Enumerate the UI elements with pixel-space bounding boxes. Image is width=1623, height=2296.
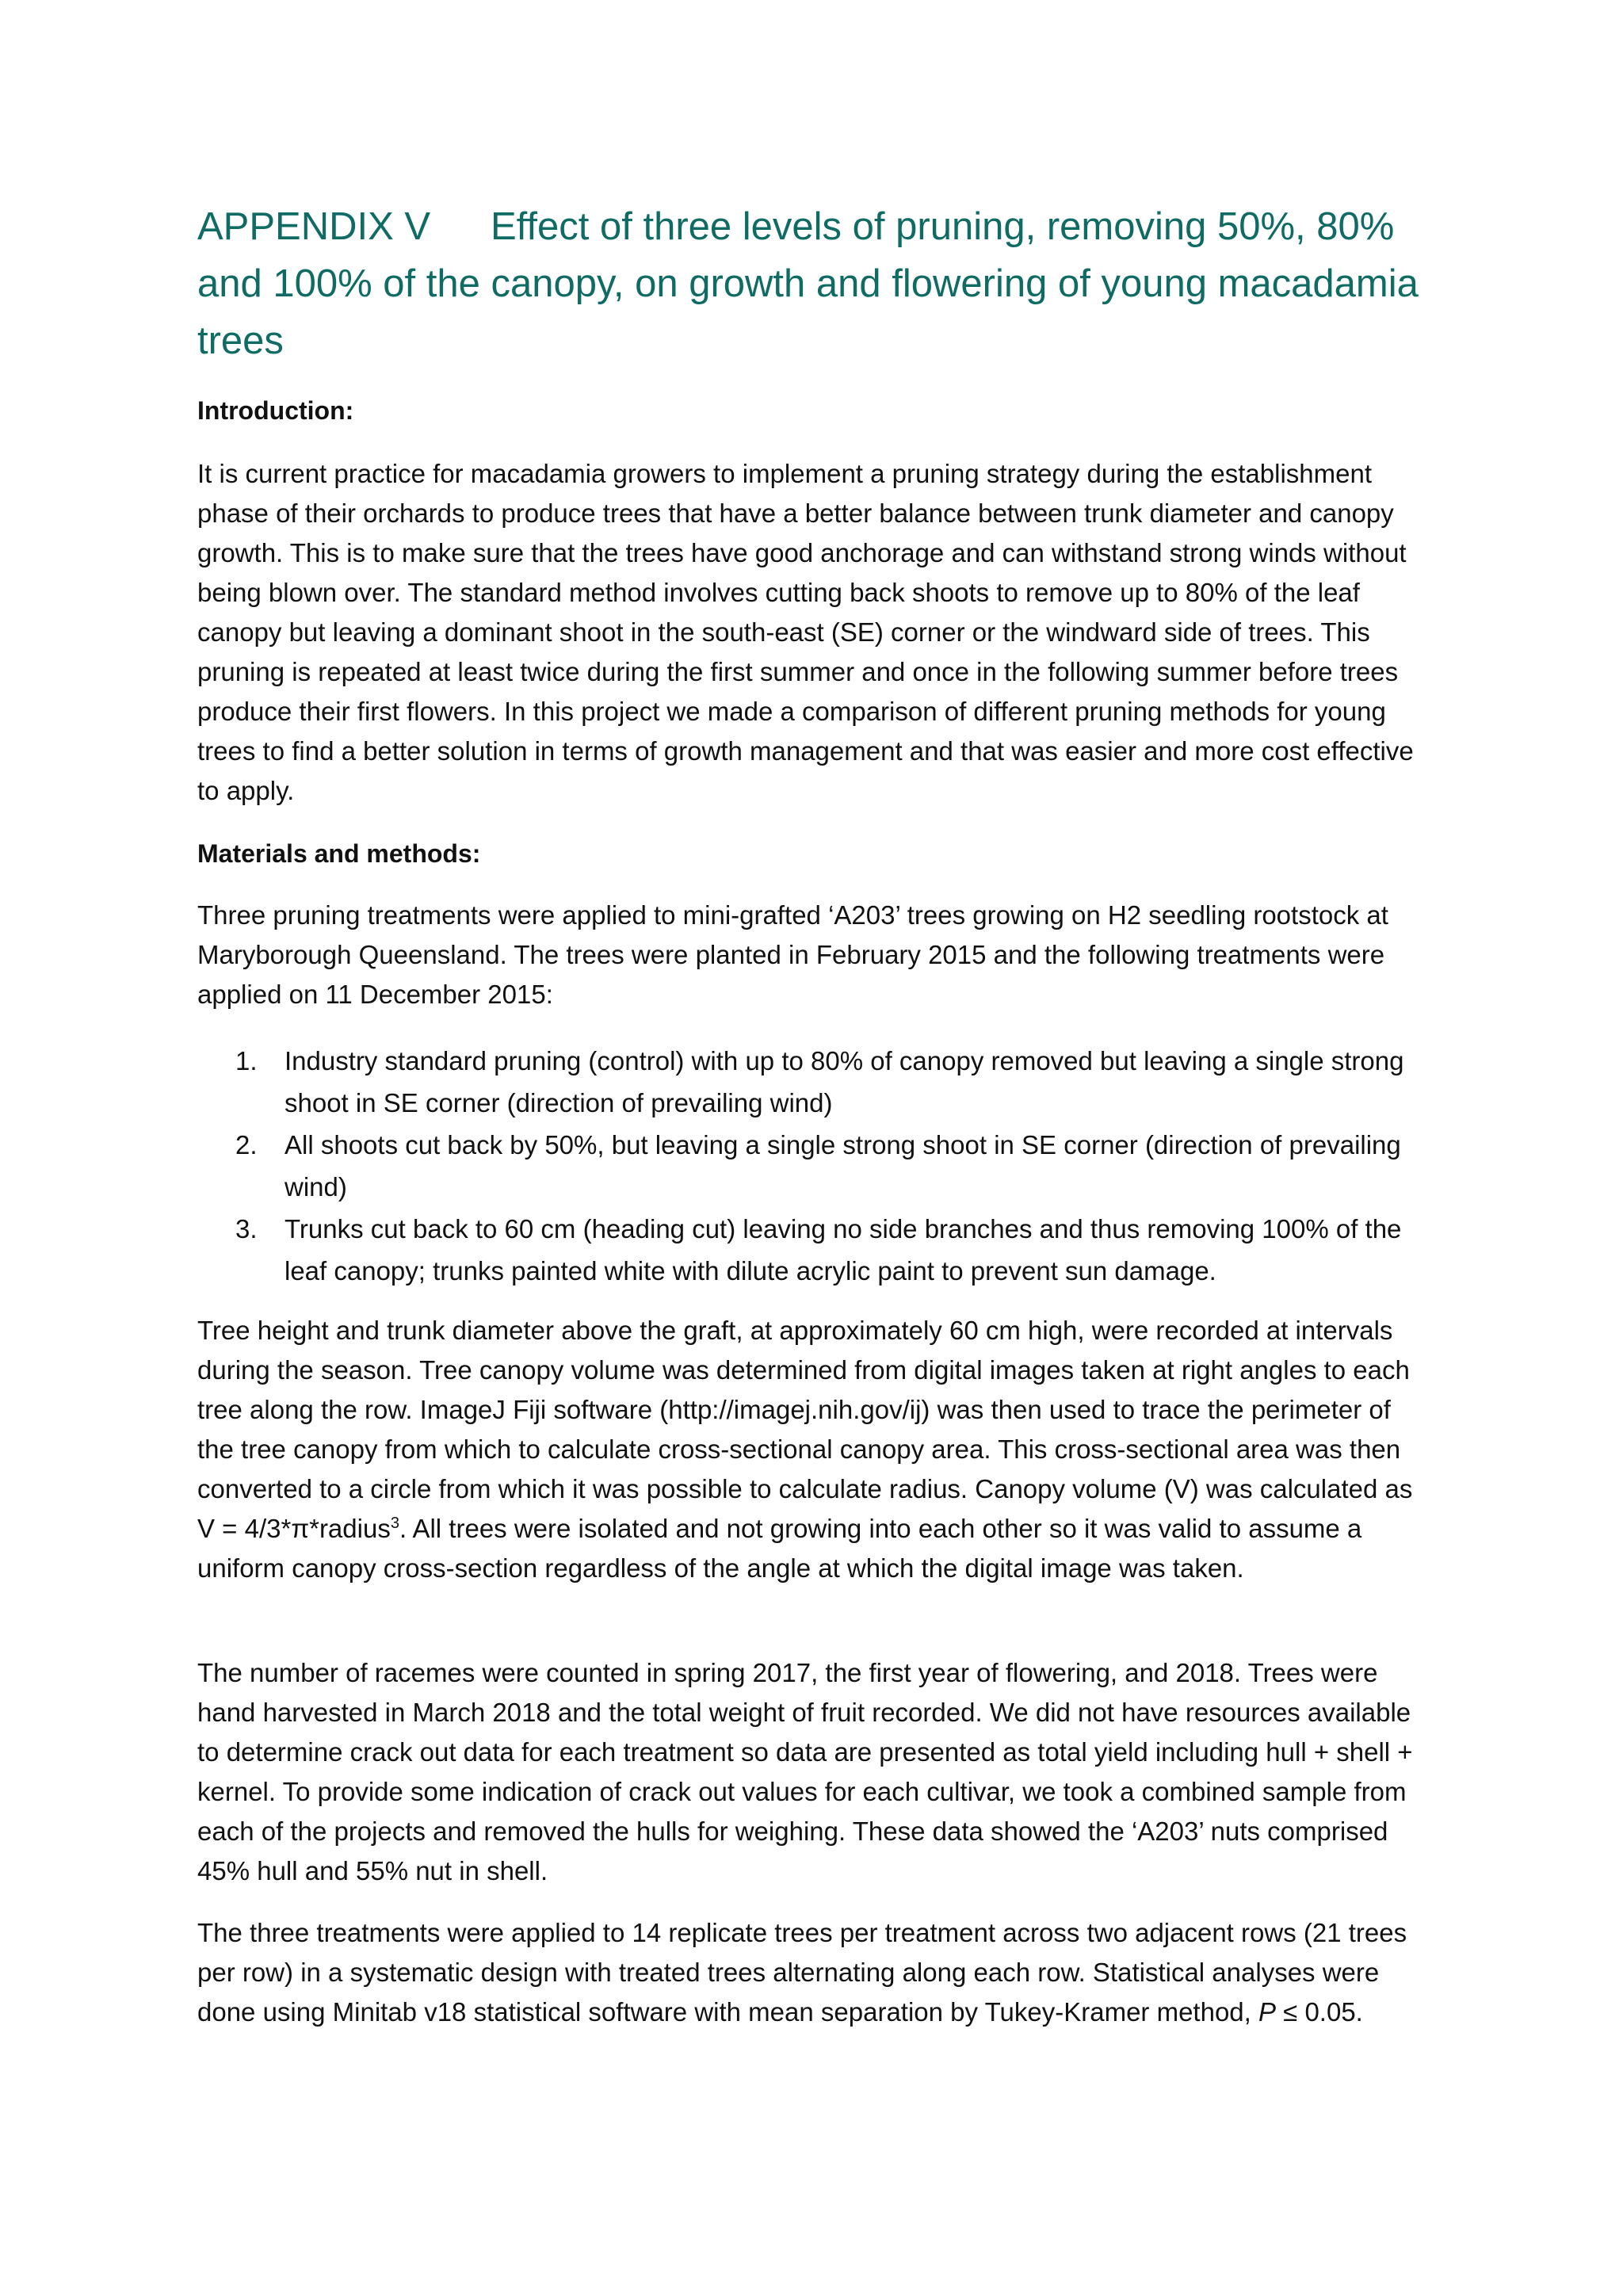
paragraph-2-text-continued: . All trees were isolated and not growing into each other so it was valid to assume a uniform canopy cross-section regardless of the angle at which the digital image was taken.	[197, 1514, 1362, 1583]
methods-heading: Materials and methods:	[197, 839, 481, 868]
appendix-title-text: Effect of three levels of pruning, removing 50%, 80% and 100% of the canopy, on growth and flowering of young macadamia trees	[197, 205, 1419, 362]
treatment-number: 3.	[235, 1214, 258, 1244]
treatment-item-1	[197, 1040, 1434, 1124]
paragraph-4-text-end: ≤ 0.05.	[1276, 1997, 1363, 2027]
treatment-text: Industry standard pruning (control) with up to 80% of canopy removed but leaving a single strong shoot in SE corner (direction of prevailing wind)	[285, 1046, 1404, 1117]
superscript-exponent: 3	[390, 1515, 399, 1532]
appendix-title	[197, 198, 1434, 369]
introduction-heading: Introduction:	[197, 396, 354, 425]
paragraph-2-text: Tree height and trunk diameter above the graft, at approximately 60 cm high, were recorded at intervals during the season. Tree canopy volume was determined from digital images taken at right angles to each tree along the row. ImageJ Fiji software (http://imagej.nih.gov/ij) was then used to trace the perimeter of the tree canopy from which to calculate cross-sectional canopy area. This cross-sectional area was then converted to a circle from which it was possible to calculate radius. Canopy volume (V) was calculated as V = 4/3*π*radius	[197, 1316, 1413, 1543]
treatment-item-2	[197, 1124, 1434, 1208]
methods-paragraph-1: Three pruning treatments were applied to mini-grafted ‘A203’ trees growing on H2 seedling rootstock at Maryborough Queensland. The trees were planted in February 2015 and the following treatments were applied on 11 December 2015:	[197, 900, 1388, 1009]
treatment-text: All shoots cut back by 50%, but leaving a single strong shoot in SE corner (direction of prevailing wind)	[285, 1130, 1401, 1201]
treatment-number: 1.	[235, 1046, 258, 1075]
methods-paragraph-3: The number of racemes were counted in spring 2017, the first year of flowering, and 2018. Trees were hand harvested in March 2018 and the total weight of fruit recorded. We did not have resources available to determine crack out data for each treatment so data are presented as total yield including hull + shell + kernel. To provide some indication of crack out values for each cultivar, we took a combined sample from each of the projects and removed the hulls for weighing. These data showed the ‘A203’ nuts comprised 45% hull and 55% nut in shell.	[197, 1658, 1413, 1885]
methods-paragraph-2	[197, 1311, 1434, 1588]
treatments-list	[197, 1040, 1434, 1292]
treatment-number: 2.	[235, 1130, 258, 1159]
treatment-text: Trunks cut back to 60 cm (heading cut) leaving no side branches and thus removing 100% of the leaf canopy; trunks painted white with dilute acrylic paint to prevent sun damage.	[285, 1214, 1402, 1286]
introduction-paragraph: It is current practice for macadamia growers to implement a pruning strategy during the establishment phase of their orchards to produce trees that have a better balance between trunk diameter and canopy growth. This is to make sure that the trees have good anchorage and can withstand strong winds without being blown over. The standard method involves cutting back shoots to remove up to 80% of the leaf canopy but leaving a dominant shoot in the south-east (SE) corner or the windward side of trees. This pruning is repeated at least twice during the first summer and once in the following summer before trees produce their first flowers. In this project we made a comparison of different pruning methods for young trees to find a better solution in terms of growth management and that was easier and more cost effective to apply.	[197, 459, 1414, 805]
appendix-label: APPENDIX V	[197, 205, 431, 248]
paragraph-4-text: The three treatments were applied to 14 replicate trees per treatment across two adjacent rows (21 trees per row) in a systematic design with treated trees alternating along each row. Statistical analyses were done using Minitab v18 statistical software with mean separation by Tukey-Kramer method,	[197, 1918, 1407, 2027]
p-value-symbol: P	[1258, 1997, 1276, 2027]
treatment-item-3	[197, 1208, 1434, 1292]
methods-paragraph-4	[197, 1913, 1434, 2032]
